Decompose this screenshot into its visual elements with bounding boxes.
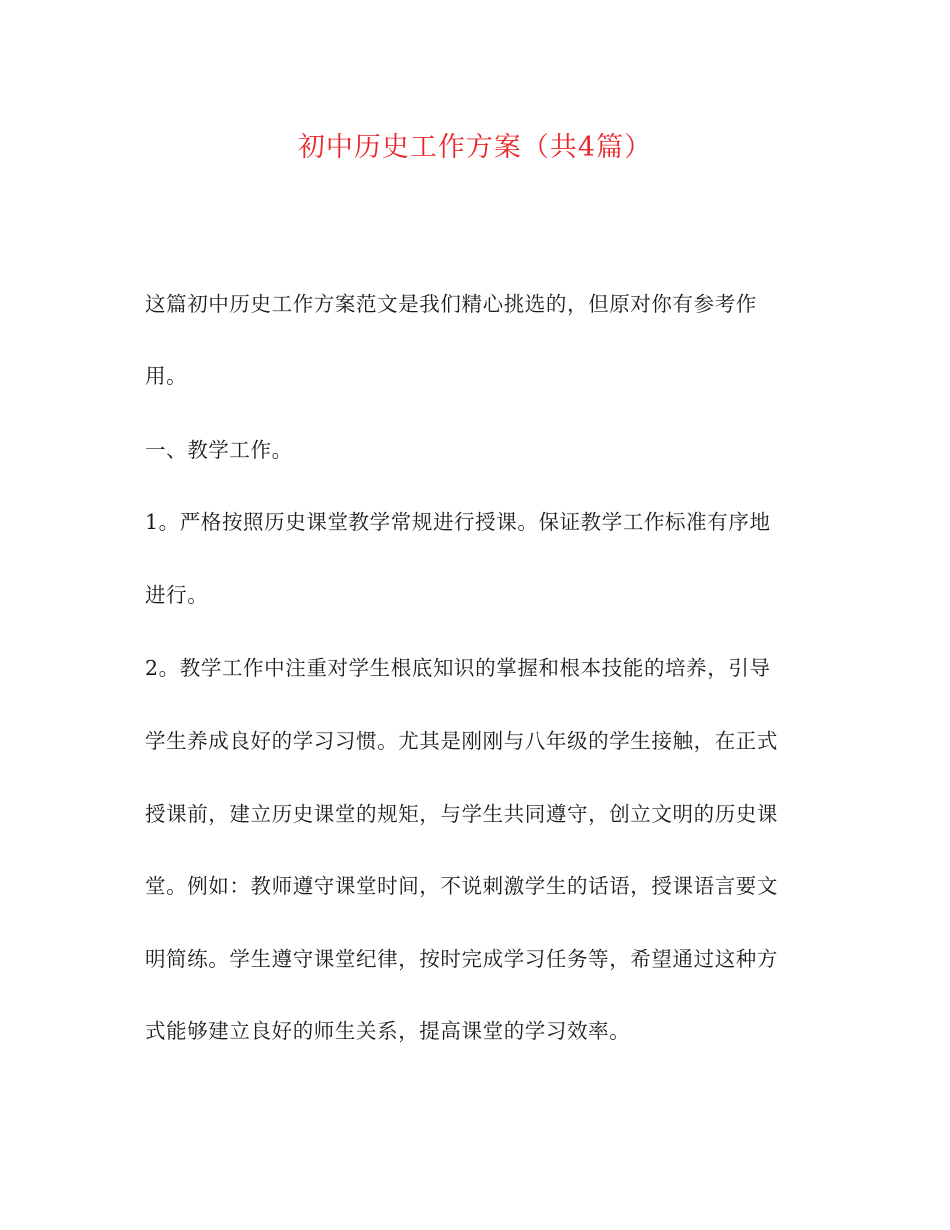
- section-heading-teaching: 一、教学工作。: [145, 438, 293, 462]
- body-line-8: 授课前，建立历史课堂的规矩，与学生共同遵守，创立文明的历史课: [145, 802, 778, 826]
- body-line-11: 式能够建立良好的师生关系，提高课堂的学习效率。: [145, 1019, 631, 1043]
- body-line-1: 这篇初中历史工作方案范文是我们精心挑选的，但原对你有参考作: [145, 292, 757, 316]
- body-line-6: 2。教学工作中注重对学生根底知识的掌握和根本技能的培养，引导: [145, 656, 771, 680]
- body-line-2: 用。: [145, 364, 188, 388]
- body-line-9: 堂。例如：教师遵守课堂时间，不说刺激学生的话语，授课语言要文: [145, 874, 778, 898]
- body-line-10: 明简练。学生遵守课堂纪律，按时完成学习任务等，希望通过这种方: [145, 947, 778, 971]
- body-line-7: 学生养成良好的学习习惯。尤其是刚刚与八年级的学生接触，在正式: [145, 729, 778, 753]
- document-title: 初中历史工作方案（共4篇）: [297, 132, 653, 163]
- body-line-4: 1。严格按照历史课堂教学常规进行授课。保证教学工作标准有序地: [145, 510, 771, 534]
- body-line-5: 进行。: [145, 583, 209, 607]
